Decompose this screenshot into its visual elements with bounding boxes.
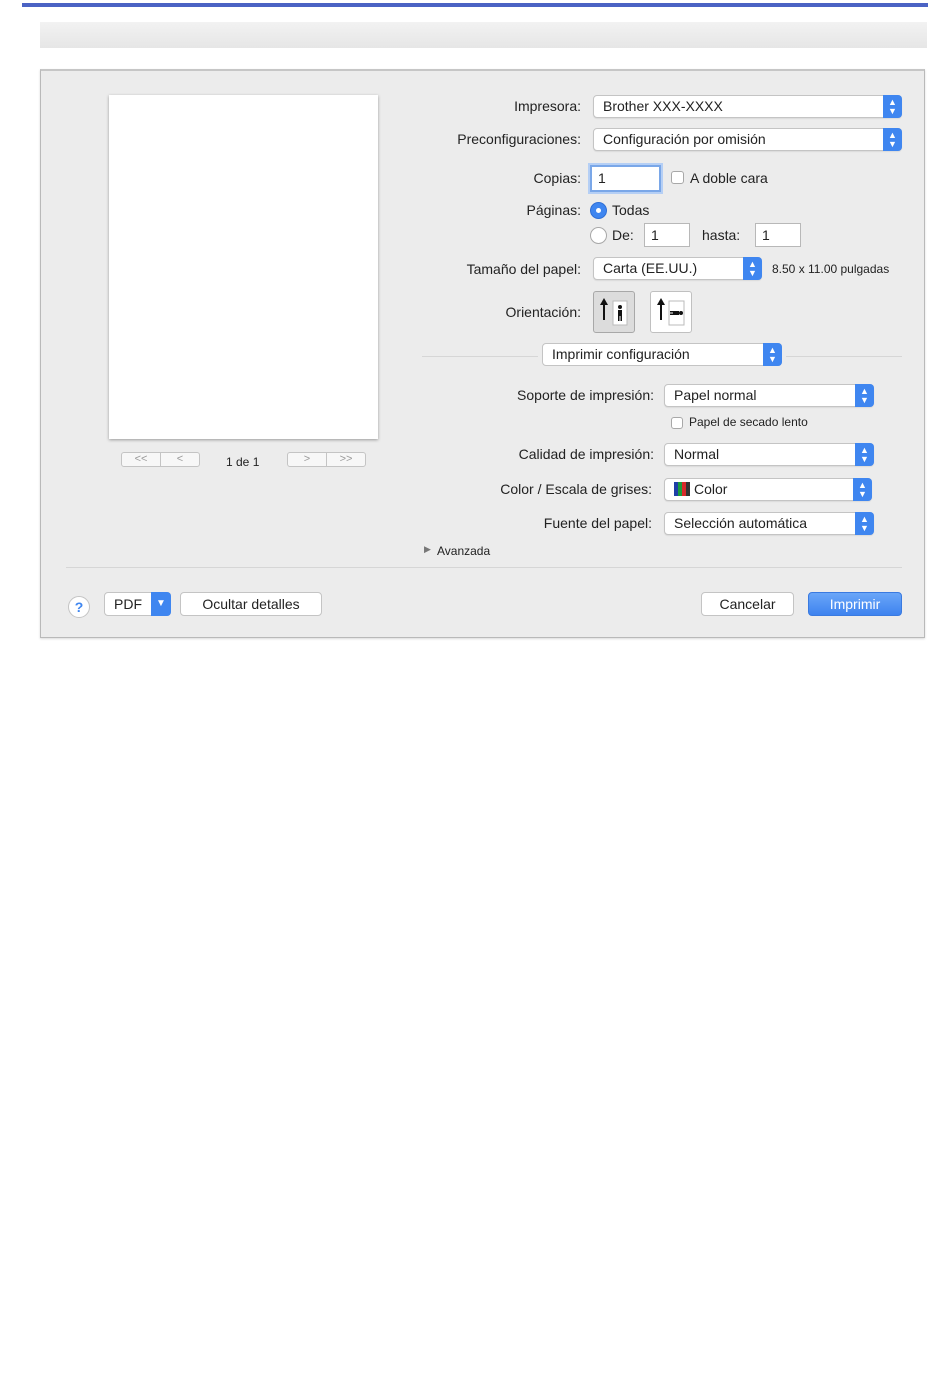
window-title-bar: [40, 22, 927, 48]
portrait-orientation-icon: [594, 292, 634, 332]
preview-nav-back-group: [121, 452, 200, 467]
up-down-arrows-icon: ▲ ▼: [855, 512, 874, 535]
up-down-arrows-icon: ▲ ▼: [855, 443, 874, 466]
up-down-arrows-icon: ▲ ▼: [743, 257, 762, 280]
paper-size-dimensions: 8.50 x 11.00 pulgadas: [772, 262, 890, 276]
pdf-menu-button[interactable]: [104, 592, 171, 616]
settings-section-select[interactable]: [542, 343, 782, 366]
media-value: Papel normal: [674, 387, 757, 403]
printer-label: Impresora:: [514, 98, 581, 114]
quality-value: Normal: [674, 446, 720, 462]
quality-select[interactable]: [664, 443, 874, 466]
pages-from-input[interactable]: 1: [644, 223, 690, 247]
up-down-arrows-icon: ▲ ▼: [855, 384, 874, 407]
printer-select[interactable]: [593, 95, 902, 118]
media-select[interactable]: [664, 384, 874, 407]
paper-size-value: Carta (EE.UU.): [603, 260, 698, 276]
pages-all-label: Todas: [612, 202, 650, 218]
next-page-button[interactable]: >: [303, 453, 311, 465]
color-value: Color: [694, 481, 728, 497]
top-rule: [22, 3, 928, 7]
portrait-button[interactable]: [593, 291, 635, 333]
preview-nav-forward-group: [287, 452, 366, 467]
slow-dry-label: Papel de secado lento: [689, 415, 808, 429]
color-select[interactable]: [664, 478, 872, 501]
duplex-checkbox[interactable]: [671, 171, 684, 184]
pdf-label: PDF: [114, 596, 142, 612]
copies-label: Copias:: [533, 170, 581, 186]
orientation-label: Orientación:: [505, 304, 581, 320]
presets-value: Configuración por omisión: [603, 131, 766, 147]
media-label: Soporte de impresión:: [517, 387, 654, 403]
pages-to-input[interactable]: 1: [755, 223, 801, 247]
presets-label: Preconfiguraciones:: [457, 131, 581, 147]
chevron-down-icon: ▼: [151, 592, 171, 616]
footer-separator: [66, 567, 902, 568]
prev-page-button[interactable]: <: [160, 453, 199, 466]
landscape-orientation-icon: [651, 292, 691, 332]
first-page-button[interactable]: <<: [134, 453, 148, 465]
pages-range-radio[interactable]: [590, 227, 607, 244]
color-bars-icon: [674, 482, 690, 496]
printer-value: Brother XXX-XXXX: [603, 98, 723, 114]
source-label: Fuente del papel:: [543, 515, 652, 531]
advanced-label[interactable]: Avanzada: [437, 544, 491, 558]
print-button[interactable]: Imprimir: [808, 592, 902, 616]
source-select[interactable]: [664, 512, 874, 535]
print-dialog: [40, 69, 925, 638]
last-page-button[interactable]: >>: [326, 453, 365, 466]
up-down-arrows-icon: ▲ ▼: [763, 343, 782, 366]
paper-size-label: Tamaño del papel:: [466, 261, 581, 277]
pages-to-label: hasta:: [702, 227, 741, 243]
duplex-label: A doble cara: [690, 170, 768, 186]
pages-from-label: De:: [612, 227, 634, 243]
copies-input[interactable]: 1: [590, 165, 661, 192]
cancel-button[interactable]: Cancelar: [701, 592, 794, 616]
quality-label: Calidad de impresión:: [518, 446, 654, 462]
pages-label: Páginas:: [526, 202, 581, 218]
page-preview: [109, 95, 378, 439]
slow-dry-checkbox[interactable]: [671, 417, 683, 429]
up-down-arrows-icon: ▲ ▼: [853, 478, 872, 501]
paper-size-select[interactable]: [593, 257, 762, 280]
source-value: Selección automática: [674, 515, 808, 531]
hide-details-button[interactable]: Ocultar detalles: [180, 592, 322, 616]
color-label: Color / Escala de grises:: [500, 481, 652, 497]
pages-all-radio[interactable]: [590, 202, 607, 219]
landscape-button[interactable]: [650, 291, 692, 333]
help-button[interactable]: ?: [68, 596, 90, 618]
presets-select[interactable]: [593, 128, 902, 151]
settings-section-value: Imprimir configuración: [552, 346, 690, 362]
page-count: 1 de 1: [226, 455, 260, 469]
up-down-arrows-icon: ▲ ▼: [883, 128, 902, 151]
up-down-arrows-icon: ▲ ▼: [883, 95, 902, 118]
disclosure-triangle-icon[interactable]: ▶: [424, 544, 431, 554]
